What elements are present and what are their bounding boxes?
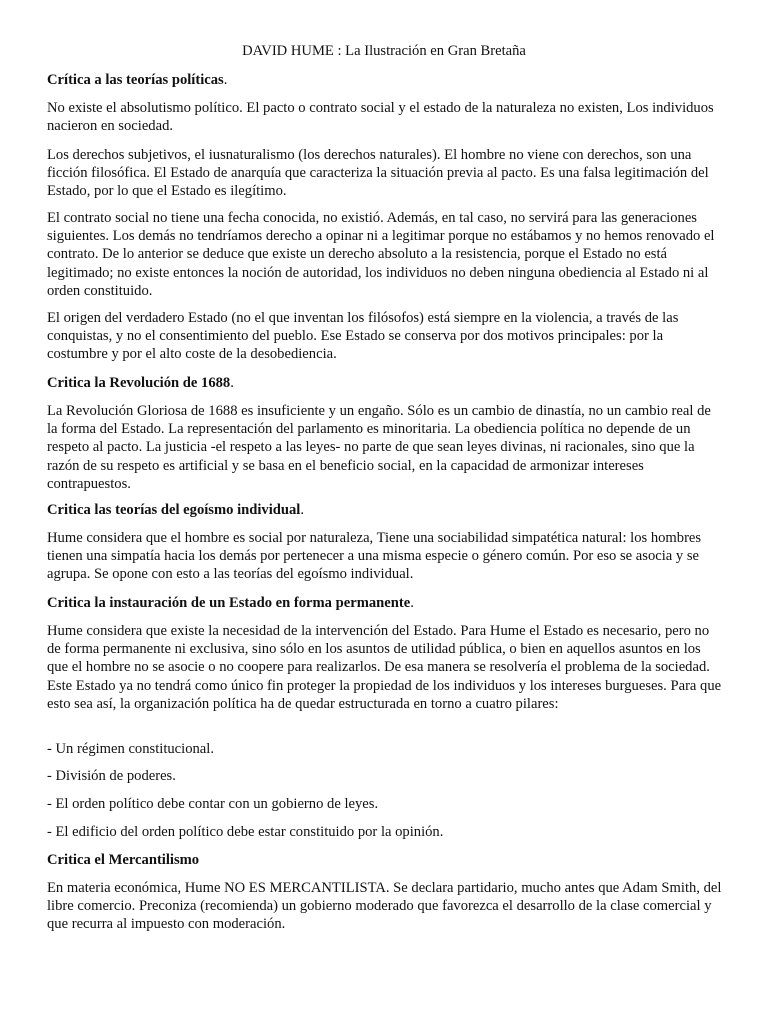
section-heading: Critica el Mercantilismo	[47, 852, 200, 868]
paragraph: El origen del verdadero Estado (no el que inventan los filósofos) está siempre en la violencia, a través de las conquistas, y no el consentimiento del pueblo. Ese Estado se conserva por dos motivos principales: por la costumbre y por el alto coste de la desobediencia.	[47, 310, 679, 363]
paragraph: Los derechos subjetivos, el iusnaturalismo (los derechos naturales). El hombre no viene con derechos, son una ficción filosófica. El Estado de anarquía que caracteriza la situación previa al pacto. Es una falsa legitimación del Estado, por lo que el Estado es ilegítimo.	[47, 147, 709, 200]
paragraph: La Revolución Gloriosa de 1688 es insuficiente y un engaño. Sólo es un cambio de dinastía, no un cambio real de la forma del Estado. La representación del parlamento es minoritaria. La obediencia política no depende de un respeto al pacto. La justicia -el respeto a las leyes- no parte de que sean leyes divinas, ni racionales, sino que la razón de su respeto es artificial y se basa en el beneficio social, en la capacidad de armonizar intereses contrapuestos.	[47, 403, 711, 492]
paragraph: El contrato social no tiene una fecha conocida, no existió. Además, en tal caso, no servirá para las generaciones siguientes. Los demás no tendríamos derecho a opinar ni a legitimar porque no estábamos y no hemos renovado el contrato. De lo anterior se deduce que existe un derecho absoluto a la resistencia, porque el Estado no está legitimado; no existe entonces la noción de autoridad, los individuos no deben ninguna obediencia al Estado ni al orden constituido.	[47, 210, 715, 299]
section-heading: Critica las teorías del egoísmo individual.	[47, 502, 305, 518]
list-item: - El edificio del orden político debe estar constituido por la opinión.	[47, 824, 444, 840]
section-heading: Crítica a las teorías políticas.	[47, 72, 228, 88]
paragraph: En materia económica, Hume NO ES MERCANTILISTA. Se declara partidario, mucho antes que Adam Smith, del libre comercio. Preconiza (recomienda) un gobierno moderado que favorezca el desarrollo de la clase comercial y que recurra al impuesto con moderación.	[47, 880, 722, 933]
paragraph: Hume considera que existe la necesidad de la intervención del Estado. Para Hume el Estado es necesario, pero no de forma permanente ni exclusiva, sino sólo en los asuntos de utilidad pública, o bien en aquellos asuntos en los que el hombre no se asocie o no coopere para realizarlos. De esa manera se resolvería el problema de la sociedad. Este Estado ya no tendrá como único fin proteger la propiedad de los individuos y los intereses burgueses. Para que esto sea así, la organización política ha de quedar estructurada en torno a cuatro pilares:	[47, 623, 722, 712]
paragraph: No existe el absolutismo político. El pacto o contrato social y el estado de la naturaleza no existen, Los individuos nacieron en sociedad.	[47, 100, 714, 135]
list-item: - El orden político debe contar con un gobierno de leyes.	[47, 796, 379, 812]
section-heading: Critica la instauración de un Estado en forma permanente.	[47, 595, 414, 611]
section-heading: Critica la Revolución de 1688.	[47, 375, 234, 391]
paragraph: Hume considera que el hombre es social por naturaleza, Tiene una sociabilidad simpatética natural: los hombres tienen una simpatía hacia los demás por pertenecer a una misma especie o género común. Por eso se asocia y se agrupa. Se opone con esto a las teorías del egoísmo individual.	[47, 530, 702, 583]
document-title: DAVID HUME : La Ilustración en Gran Bretaña	[242, 43, 526, 59]
list-item: - Un régimen constitucional.	[47, 741, 214, 757]
list-item: - División de poderes.	[47, 768, 176, 784]
